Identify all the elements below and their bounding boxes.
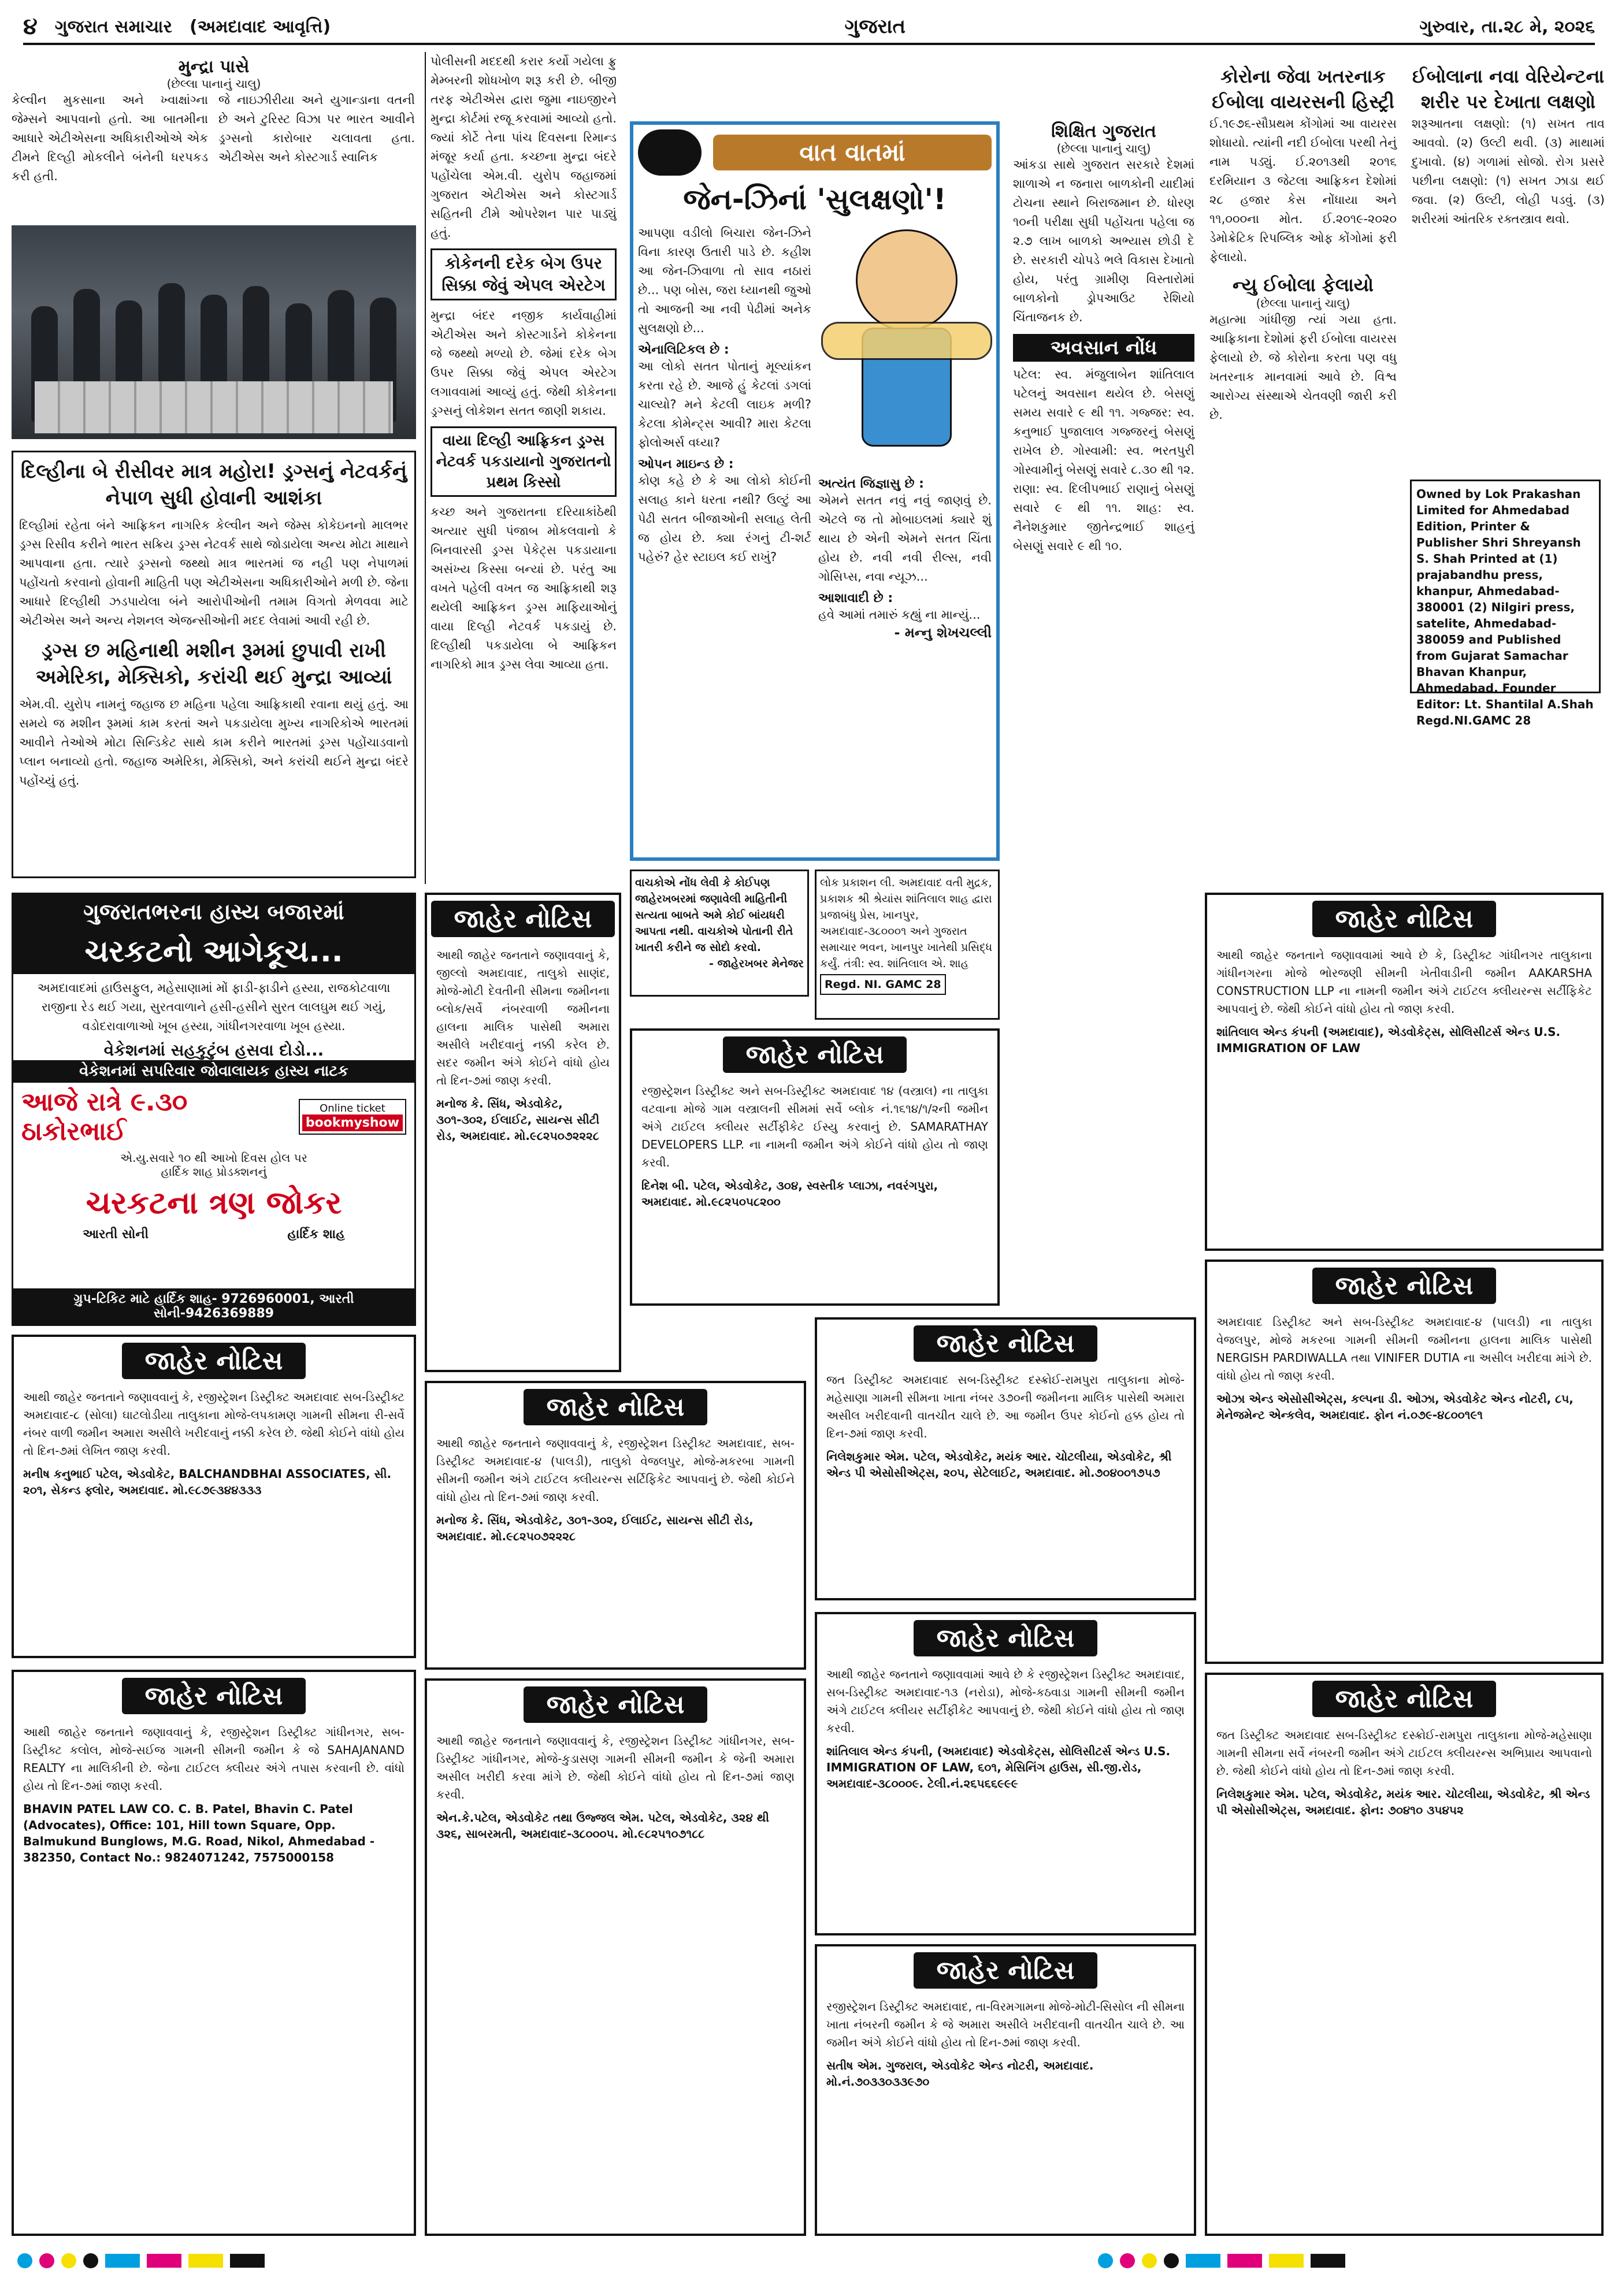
notice-3 <box>425 1381 806 1670</box>
notice-10 <box>815 1944 1196 2236</box>
vaat-q1-head: એનાલિટિકલ છે : <box>638 343 729 357</box>
notice-8-body: આથી જાહેર જનતાને જણાવવામાં આવે છે કે, ડિસ્ટ્રીક્ટ ગાંધીનગર તાલુકાના ગાંધીનગરના મોજે ભોરજણી સીમની ખેતીવાડીની જમીન AAKARSHA CONSTRUCTION LLP ના નામની જમીન અંગે ટાઈટલ ક્લીયરન્સ સર્ટીફિકેટ આપવાનું છે. જેથી કોઈને વાંધો હોય તો જાણ કરવી. <box>1216 948 1592 1016</box>
mundra-col2: જે નાઇઝીરીયા અને યુગાન્ડાના વતની છે અને ટુરિસ્ટ વિઝા પર ભારત આવીને ડ્રગ્સનો કારોબાર ચલાવતા હતા. એટીએસ અને કોસ્ટગાર્ડ સ્વાનિક <box>218 93 415 164</box>
readers-note-text: વાચકોએ નોંધ લેવી કે કોઈપણ જાહેરખબરમાં જણાવેલી માહિતીની સત્યતા બાબતે અમે કોઈ બાંયધરી આપતા નથી. વાચકોએ પોતાની રીતે ખાતરી કરીને જ સોદો કરવો. <box>635 876 793 954</box>
seized-packets <box>35 381 393 433</box>
notice-4-title: જાહેર નોટિસ <box>524 1686 708 1723</box>
notice-11-body: જત ડિસ્ટ્રીક્ટ અમદાવાદ સબ-ડિસ્ટ્રીક્ટ દસ્ક્રોઈ-રામપુરા તાલુકાના મોજે-મહેસાણા ગામની સીમના સર્વે નંબરની જમીન અંગે ટાઈટલ ક્લીયરન્સ અભિપ્રાય આપવાનો છે. જેથી કોઈને વાંધો હોય તો દિન-૭માં જાણ કરવી. <box>1216 1728 1592 1778</box>
notice-7-body: આથી જાહેર જનતાને જણાવવામાં આવે છે કે રજીસ્ટ્રેશન ડિસ્ટ્રીક્ટ અમદાવાદ, સબ-ડિસ્ટ્રીક્ટ અમદાવાદ-૧૩ (નરોડા), મોજે-કઠવાડા ગામની સીમની જમીન અંગે ટાઈટલ ક્લીયર સર્ટીફીકેટ આપવાનું છે. જેથી કોઈને વાંધો હોય તો જાણ કરવી. <box>826 1667 1185 1735</box>
notice-11 <box>1205 1673 1604 2236</box>
ebola-spread-sub: (છેલ્લા પાનાનું ચાલુ) <box>1256 296 1350 310</box>
shikshit-story <box>1008 121 1199 953</box>
imprint-text: લોક પ્રકાશન લી. અમદાવાદ વતી મુદ્રક, પ્રકાશક શ્રી શ્રેયાંસ શાંતિલાલ શાહ દ્વારા પ્રજાબંધુ પ્રેસ, ખાનપુર, અમદાવાદ-૩૮૦૦૦૧ અને ગુજરાત સમાચાર ભવન, ખાનપુર ખાતેથી પ્રસિદ્ધ કર્યું. તંત્રી: સ્વ. શાંતિલાલ એ. શાહ <box>820 876 993 970</box>
notice-1-title: જાહેર નોટિસ <box>431 901 615 937</box>
magenta-bar <box>1227 2254 1262 2268</box>
shikshit-body: આંકડા સાથે ગુજરાત સરકારે દેશમાં શાળાએ ન જનારા બાળકોની યાદીમાં ટોચના સ્થાને બિરાજમાન છે. ધોરણ ૧૦ની પરીક્ષા સુધી પહોંચતા પહેલા જ ૨.૭ લાખ બાળકો અભ્યાસ છોડી દે છે. સરકારી ચોપડે ભલે વિકાસ દેખાતો હોય, પરંતુ ગ્રામીણ વિસ્તારોમાં બાળકોનો ડ્રોપઆઉટ રેશિયો ચિંતાજનક છે. <box>1013 158 1194 324</box>
notice-0-body: આથી જાહેર જનતાને જણાવવાનું કે, રજીસ્ટ્રેશન ડિસ્ટ્રીક્ટ અમદાવાદ સબ-ડિસ્ટ્રીક્ટ અમદાવાદ-૮ (સોલા) ઘાટલોડીયા તાલુકાના મોજે-લપકામણ ગામની સીમના રી-સર્વે નંબર વાળી જમીન અમારા અસીલે ખરીદવાનું નક્કી કરેલ છે. જેથી કોઈને વાંધો હોય તો દિન-૭માં લેખિત જાણ કરવી. <box>23 1390 404 1458</box>
notice-8-sign: શાંતિલાલ એન્ડ કંપની (અમદાવાદ), એડવોકેટ્સ, સોલિસીટર્સ એન્ડ U.S. IMMIGRATION OF LAW <box>1216 1025 1561 1055</box>
yellow-bar <box>1269 2254 1304 2268</box>
ebola-history-headline: કોરોના જેવા ખતરનાક ઈબોલા વાયરસની હિસ્ટ્રી <box>1212 65 1394 113</box>
magenta-dot <box>1120 2253 1135 2268</box>
notice-11-sign: નિલેશકુમાર એમ. પટેલ, એડવોકેટ, મયંક આર. ચોટલીયા, એડવોકેટ, શ્રી એન્ડ પી એસોસીએટ્સ, અમદાવાદ. ફોન: ૭૦૪૧૦ ૩૫૪૫૨ <box>1216 1787 1590 1817</box>
notice-1-body: આથી જાહેર જનતાને જણાવવાનું કે, જીલ્લો અમદાવાદ, તાલુકો સાણંદ, મોજે-મોટી દેવતીની સીમના જમીનના બ્લોક/સર્વે નંબરવાળી જમીનના હાલના માલિક પાસેથી અમારા અસીલે ખરીદવાનું નક્કી કરેલ છે. સદર જમીન અંગે કોઈને વાંધો હોય તો દિન-૭માં જાણ કરવી. <box>436 948 610 1087</box>
vaat-author: - મન્નુ શેખચલ્લી <box>894 625 992 641</box>
registration-marks-right <box>1098 2253 1345 2268</box>
black-bar <box>230 2254 265 2268</box>
ebola-spread-body: મહાત્મા ગાંધીજી ત્યાં ગયા હતા. આફ્રિકાના દેશોમાં ફરી ઈબોલા વાયરસ ફેલાયો છે. જે કોરોના કરતા પણ વધુ ખતરનાક માનવામાં આવે છે. વિશ્વ આરોગ્ય સંસ્થાએ ચેતવણી જારી કરી છે. <box>1209 313 1397 422</box>
notice-9-sign: ઓઝા એન્ડ એસોસીએટ્સ, કલ્પના ડી. ઓઝા, એડવોકેટ એન્ડ નોટરી, ૮૫, મેનેજમેન્ટ એન્કલેવ, અમદાવાદ. ફોન નં.૦૭૯-૪૮૦૦૧૯૧ <box>1216 1392 1574 1422</box>
ebola-history <box>1205 64 1401 699</box>
section-name: ગુજરાત <box>844 15 906 38</box>
notice-3-sign: મનોજ કે. સિંધ, એડવોકેટ, ૩૦૧-૩૦૨, ઈલાઈટ, સાયન્સ સીટી રોડ, અમદાવાદ. મો.૯૮૨૫૦૭૨૨૨૮ <box>436 1513 754 1543</box>
registration-marks-left <box>17 2253 265 2268</box>
ad-headline-top: ગુજરાતભરના હાસ્ય બજારમાં <box>13 894 414 930</box>
ad-show-time: આજે રાત્રે ૯.૩૦ ઠાકોરભાઈ <box>21 1087 188 1146</box>
delhi-drugs-box <box>12 451 416 878</box>
yellow-bar <box>188 2254 223 2268</box>
notice-6 <box>815 1317 1196 1600</box>
notice-6-body: જત ડિસ્ટ્રીક્ટ અમદાવાદ સબ-ડિસ્ટ્રીક્ટ દસ્ક્રોઈ-રામપુરા તાલુકાના મોજે-મહેસાણા ગામની સીમના ખાતા નંબર ૩૭૦ની જમીનના માલિક પાસેથી અમારા અસીલ ખરીદવાની વાતચીત ચાલે છે. આ જમીન ઉપર કોઈનો હક્ક હોય તો દિન-૭માં જાણ કરવી. <box>826 1373 1185 1440</box>
ad-footer: ગ્રુપ-ટિકિટ માટે હાર્દિક શાહ- 9726960001, આરતી સોની-9426369889 <box>13 1288 414 1324</box>
masthead <box>23 10 1595 45</box>
vaat-q2: કોણ કહે છે કે આ લોકો કોઈની સલાહ કાને ધરતા નથી? ઉલ્ટું આ પેઢી સતત બીજાઓની સલાહ લેતી જ હોય છે. ક્યા રંગનું ટી-શર્ટ પહેરું? હેર સ્ટાઇલ કઈ રાખું? <box>638 474 811 564</box>
notice-5 <box>630 1028 1000 1306</box>
notice-2 <box>12 1670 416 2236</box>
cyan-bar <box>1186 2254 1220 2268</box>
notice-1-sign: મનોજ કે. સિંધ, એડવોકેટ, ૩૦૧-૩૦૨, ઈલાઈટ, સાયન્સ સીટી રોડ, અમદાવાદ. મો.૯૮૨૫૦૭૨૨૨૮ <box>436 1097 600 1143</box>
shikshit-sub: (છેલ્લા પાનાનું ચાલુ) <box>1056 142 1151 155</box>
middle-column <box>425 52 621 884</box>
notice-3-title: જાહેર નોટિસ <box>524 1389 708 1425</box>
vaat-q2-head: ઓપન માઇન્ડ છે : <box>638 457 734 471</box>
middle-body: પોલીસની મદદથી કરાર કર્યો ગયેલા ફ્રુ મેમ્બરની શોધખોળ શરૂ કરી છે. બીજી તરફ એટીએસ દ્વારા જુમા નાઇજીરને મુન્દ્રા કોર્ટમાં રજૂ કરવામાં આવ્યો હતો. જ્યાં કોર્ટે તેના પાંચ દિવસના રિમાન્ડ મંજૂર કર્યા હતા. કચ્છના મુન્દ્રા બંદરે પહોંચેલા એમ.વી. યુરોપ જહાજમાં ગુજરાત એટીએસ અને કોસ્ટગાર્ડ સહિતની ટીમે ઓપરેશન પાર પાડ્યું હતું. <box>431 54 617 240</box>
cyan-bar <box>105 2254 140 2268</box>
notice-0-sign: મનીષ કનુભાઈ પટેલ, એડવોકેટ, BALCHANDBHAI ASSOCIATES, સી. ૨૦૧, સેકન્ડ ફ્લોર, અમદાવાદ. મો.૯૮૭૯૩૪૪૩૩૩ <box>23 1467 392 1497</box>
notice-7 <box>815 1612 1196 1935</box>
vaat-title: જેન-ઝિનાં 'સુલક્ષણો'! <box>683 183 947 216</box>
notice-4-body: આથી જાહેર જનતાને જણાવવાનું કે, રજીસ્ટ્રેશન ડિસ્ટ્રીક્ટ ગાંધીનગર, સબ-ડિસ્ટ્રીક્ટ ગાંધીનગર, મોજે-કુડાસણ ગામની સીમની જમીન કે જેની અમારા અસીલ ખરીદી કરવા માંગે છે. જેથી કોઈને વાંધો હોય તો દિન-૭માં જાણ કરવી. <box>436 1734 795 1801</box>
notice-9-body: અમદાવાદ ડિસ્ટ્રીક્ટ અને સબ-ડિસ્ટ્રીક્ટ અમદાવાદ-૪ (પાલડી) ના તાલુકા વેજલપુર, મોજે મકરબા ગામની સીમની જમીનના હાલના માલિક પાસેથી NERGISH PARDIWALLA તથા VINIFER DUTIA ના અસીલ ખરીદવા માંગે છે. વાંધો હોય તો જાણ કરવી. <box>1216 1315 1592 1383</box>
ebola-spread-headline: ન્યુ ઈબોલા ફેલાયો <box>1232 274 1374 296</box>
notice-7-title: જાહેર નોટિસ <box>914 1620 1098 1656</box>
notice-10-title: જાહેર નોટિસ <box>914 1952 1098 1989</box>
issue-date: ગુરુવાર, તા.૨૮ મે, ૨૦૨૬ <box>1419 16 1595 37</box>
notice-4-sign: એન.કે.પટેલ, એડવોકેટ તથા ઉજ્જલ એમ. પટેલ, એડવોકેટ, ૩૨૪ થી ૩૨૬, સાબરમતી, અમદાવાદ-૩૮૦૦૦૫. મો.૯૮૨૫૧૦૭૧૮૮ <box>436 1811 769 1841</box>
speech-bubble-icon <box>638 129 702 176</box>
imprint <box>815 870 1000 1020</box>
notice-1 <box>425 893 621 1372</box>
mundra-story <box>12 52 416 884</box>
notice-3-body: આથી જાહેર જનતાને જણાવવાનું કે, રજીસ્ટ્રેશન ડિસ્ટ્રીક્ટ અમદાવાદ, સબ-ડિસ્ટ્રીક્ટ અમદાવાદ-૪ (પાલડી), તાલુકો વેજલપુર, મોજે-મકરબા ગામની સીમની જમીન અંગે ટાઈટલ ક્લીયરન્સ સર્ટિફિકેટ આપવાનું છે. જેથી કોઈને વાંધો હોય તો દિન-૭માં જાણ કરવી. <box>436 1436 795 1504</box>
mundra-sub: (છેલ્લા પાનાનું ચાલુ) <box>166 77 261 91</box>
delhi-headline: દિલ્હીના બે રીસીવર માત્ર મહોરા! ડ્રગ્સનું નેટવર્કનું નેપાળ સુધી હોવાની આશંકા <box>20 460 407 510</box>
drugs-body: એમ.વી. યુરોપ નામનું જહાજ છ મહિના પહેલા આફ્રિકાથી રવાના થયું હતું. આ સમયે જ મશીન રૂમમાં કામ કરતાં અને પકડાયેલા મુખ્ય નાગરિકોએ ભારતમાં આવીને તેઓએ મોટા સિન્ડિકેટ સાથે કામ કરીને ભારતમાં ડ્રગ્સ પહોંચાડવાનો પ્લાન બનાવ્યો હતો. જહાજ અમેરિકા, મેક્સિકો, અને કરાંચી થઈને મુન્દ્રા બંદરે પહોંચ્યું હતું. <box>19 697 409 787</box>
notice-6-sign: નિલેશકુમાર એમ. પટેલ, એડવોકેટ, મયંક આર. ચોટલીયા, એડવોકેટ, શ્રી એન્ડ પી એસોસીએટ્સ, ૨૦૫, સેટેલાઈટ, અમદાવાદ. મો.૭૦૪૦૦૧૭૫૭ <box>826 1450 1172 1480</box>
notice-9-title: જાહેર નોટિસ <box>1312 1268 1497 1304</box>
cocaine-body: મુન્દ્રા બંદર નજીક કાર્યવાહીમાં એટીએસ અને કોસ્ટગાર્ડને કોકેનના જે જથ્થો મળ્યો છે. જેમાં દરેક બેગ ઉપર સિક્કા જેવું એપલ એરટેગ લગાવવામાં આવ્યું હતું. જેથી કોકેનના ડ્રગ્સનું લોકેશન સતત જાણી શકાય. <box>431 309 617 418</box>
ad-body: અમદાવાદમાં હાઉસફુલ, મહેસાણામાં મોં ફાડી-ફાડીને હસ્યા, રાજકોટવાળા રાજીના રેડ થઈ ગયા, સુરતવાળાને હસી-હસીને સુરત લાલઘુમ થઈ ગયું, વડોદરાવાળાઓ ખૂબ હસ્યા, ગાંધીનગરવાળા ખૂબ હસ્યા. <box>37 981 391 1033</box>
ad-tagline2: વેકેશનમાં સપરિવાર જોવાલાયક હાસ્ય નાટક <box>13 1060 414 1083</box>
edition: (અમદાવાદ આવૃત્તિ) <box>189 16 331 37</box>
yellow-dot <box>1142 2253 1157 2268</box>
avsan-headline: અવસાન નોંધ <box>1013 334 1194 362</box>
ad-director: હાર્દિક શાહ <box>287 1227 345 1242</box>
ad-presenter: હાર્દિક શાહ પ્રોડક્શનનું <box>161 1165 267 1179</box>
notice-5-body: રજીસ્ટ્રેશન ડિસ્ટ્રીક્ટ અને સબ-ડિસ્ટ્રીક્ટ અમદાવાદ ૧૪ (વસ્ત્રાલ) ના તાલુકા વટવાના મોજે ગામ વસ્ત્રાલની સીમમાં સર્વે બ્લોક નં.૧૬૧૪/૧/૨ની જમીન અંગે ટાઈટલ ક્લીયર સર્ટીફીકેટ ઈસ્યુ કરવાનું છે. SAMARATHAY DEVELOPERS LLP. ના નામની જમીન અંગે કોઈને વાંધો હોય તો જાણ કરવી. <box>641 1084 988 1169</box>
notice-8 <box>1205 893 1604 1251</box>
notice-4 <box>425 1678 806 2236</box>
vaat-q3: એમને સતત નવું નવું જાણવું છે. એટલે જ તો મોબાઇલમાં ક્યારે શું થાય છે એની એમને સતત ચિંતા હોય છે. નવી નવી રીલ્સ, નવી ગોસિપ્સ, નવા ન્યૂઝ... <box>818 493 992 584</box>
vaat-q1: આ લોકો સતત પોતાનું મૂલ્યાંકન કરતા રહે છે. આજે હું કેટલાં ડગલાં ચાલ્યો? મને કેટલી લાઇક મળી? કેટલા કોમેન્ટ્સ આવી? મારા કેટલા ફોલોઅર્સ વધ્યા? <box>638 359 811 449</box>
mundra-col1: કેલ્વીન મુકસાના અને ખ્વાક્ષાંગ્ના જેમ્સને આપવાનો હતો. આ બાતમીના આધારે એટીએસના અધિકારીઓએ એક ટીમને દિલ્હી મોકલીને બંનેની ધરપકડ કરી હતી. <box>12 93 208 183</box>
vaat-q3-head: અત્યંત જિજ્ઞાસુ છે : <box>818 477 924 491</box>
ad-writer: આરતી સોની <box>83 1227 149 1242</box>
magenta-bar <box>147 2254 181 2268</box>
cartoon-illustration <box>821 224 989 472</box>
notice-7-sign: શાંતિલાલ એન્ડ કંપની, (અમદાવાદ) એડવોકેટ્સ, સોલિસીટર્સ એન્ડ U.S. IMMIGRATION OF LAW, ૬૦૧, મેસિનિંગ હાઉસ, સી.જી.રોડ, અમદાવાદ-૩૮૦૦૦૯. ટેલી.નં.૨૬૫૬૬૯૯૯ <box>826 1744 1171 1790</box>
mundra-headline: મુન્દ્રા પાસે <box>178 57 250 77</box>
notice-9 <box>1205 1260 1604 1664</box>
notice-10-sign: સતીષ એમ. ગુજરાલ, એડવોકેટ એન્ડ નોટરી, અમદાવાદ. મો.નં.૭૦૩૩૦૩૩૯૭૦ <box>826 2059 1094 2089</box>
readers-note <box>630 870 809 997</box>
ad-ac: એ.યુ.સવારે ૧૦ થી આખો દિવસ હોલ પર <box>120 1151 308 1165</box>
notice-0-title: જાહેર નોટિસ <box>122 1343 306 1379</box>
notice-8-title: જાહેર નોટિસ <box>1312 901 1497 937</box>
vaat-header: વાત વાતમાં <box>713 135 992 170</box>
bookmyshow-logo: bookmyshow <box>302 1114 403 1131</box>
ad-online-ticket: Online ticket <box>320 1102 385 1114</box>
notice-2-title: જાહેર નોટિસ <box>122 1678 306 1714</box>
shikshit-headline: શિક્ષિત ગુજરાત <box>1051 121 1156 142</box>
owned-by-box: Owned by Lok Prakashan Limited for Ahmedabad Edition, Printer & Publisher Shri Shreyansh S. Shah Printed at (1) prajabandhu press, khanpur, Ahmedabad-380001 (2) Nilgiri press, satelite, Ahmedabad- 380059 and Published from Gujarat Samachar Bhavan Khanpur, Ahmedabad. Founder Editor: Lt. Shantilal A.Shah Regd.NI.GAMC 28 <box>1410 480 1601 693</box>
black-bar <box>1311 2254 1345 2268</box>
page-number: ૪ <box>23 13 38 40</box>
notice-2-sign: BHAVIN PATEL LAW CO. C. B. Patel, Bhavin C. Patel (Advocates), Office: 101, Hill town Square, Opp. Balmukund Bunglows, M.G. Road, Nikol, Ahmedabad - 382350, Contact No.: 9824071242, 7575000158 <box>23 1802 375 1864</box>
notice-5-sign: દિનેશ બી. પટેલ, એડવોકેટ, ૩૦૪, સ્વસ્તીક પ્લાઝા, નવરંગપુરા, અમદાવાદ. મો.૯૮૨૫૦૫૮૨૦૦ <box>641 1179 938 1209</box>
paper-name: ગુજરાત સમાચાર <box>54 16 172 37</box>
masthead-left <box>23 13 331 40</box>
yellow-dot <box>61 2253 76 2268</box>
notice-11-title: જાહેર નોટિસ <box>1312 1681 1497 1717</box>
chakraft-ad <box>12 893 416 1326</box>
readers-note-sign: - જાહેરખબર મેનેજર <box>709 957 804 970</box>
notice-10-body: રજીસ્ટ્રેશન ડિસ્ટ્રીક્ટ અમદાવાદ, તા-વિરમગામના મોજે-મોટી-સિસોલ ની સીમના ખાતા નંબરની જમીન કે જે અમારા અસીલે ખરીદવાની વાતચીત ચાલે છે. આ જમીન અંગે કોઈને વાંધો હોય તો દિન-૭માં જાણ કરવી. <box>826 2000 1185 2049</box>
black-dot <box>83 2253 98 2268</box>
notice-6-title: જાહેર નોટિસ <box>914 1325 1098 1362</box>
imprint-regd: Regd. NI. GAMC 28 <box>820 974 946 995</box>
cocaine-headline: કોકેનની દરેક બેગ ઉપર સિક્કા જેવું એપલ એરટેગ <box>431 248 617 300</box>
vaat-q4-head: આશાવાદી છે : <box>818 591 893 605</box>
ad-play-title: ચરકટના ત્રણ જોકર <box>86 1184 342 1221</box>
magenta-dot <box>39 2253 54 2268</box>
vaat-vaatma <box>630 121 1000 861</box>
ebola-variant-headline: ઈબોલાના નવા વેરિયેન્ટના શરીર પર દેખાતા લક્ષણો <box>1412 65 1605 113</box>
ad-tagline: વેકેશનમાં સહકુટુંબ હસવા દોડો... <box>103 1041 324 1060</box>
avsan-body: પટેલ: સ્વ. મંજુલાબેન શાંતિલાલ પટેલનું અવસાન થયેલ છે. બેસણું સમય સવારે ૯ થી ૧૧. ગજ્જર: સ્વ. કનુભાઈ પુજાલાલ ગજ્જરનું બેસણું રાખેલ છે. ગોસ્વામી: સ્વ. ભરતપુરી ગોસ્વામીનું બેસણું સવારે ૮.૩૦ થી ૧૨. રાણા: સ્વ. દિલીપભાઈ રાણાનું બેસણું સવારે ૯ થી ૧૧. શાહ: સ્વ. નૈનેશકુમાર જીતેન્દ્રભાઈ શાહનું બેસણું સવારે ૯ થી ૧૦. <box>1013 367 1194 553</box>
via-body: કચ્છ અને ગુજરાતના દરિયાકાંઠેથી અત્યાર સુધી પંજાબ મોકલવાનો કે બિનવારસી ડ્રગ્સ પેકેટ્સ પકડાયાના અસંખ્ય કિસ્સા બન્યાં છે. પરંતુ આ વખતે પહેલી વખત જ આફ્રિકાથી શરૂ થયેલી આફ્રિકન ડ્રગ્સ માફિયાઓનું વાયા દિલ્હી નેટવર્ક પકડાયું છે. દિલ્હીથી પકડાયેલા બે આફ્રિકન નાગરિકો માત્ર ડ્રગ્સ લેવા આવ્યા હતા. <box>431 505 617 671</box>
black-dot <box>1164 2253 1179 2268</box>
cyan-dot <box>17 2253 32 2268</box>
notice-2-body: આથી જાહેર જનતાને જણાવવાનું કે, રજીસ્ટ્રેશન ડિસ્ટ્રીક્ટ ગાંધીનગર, સબ-ડિસ્ટ્રીક્ટ કલોલ, મોજે-સઈજ ગામની સીમની જમીન કે જે SAHAJANAND REALTY ના માલિકીની છે. જેના ટાઈટલ ક્લીયર અંગે તપાસ કરવાની છે. વાંધો હોય તો દિન-૭માં જાણ કરવી. <box>23 1725 404 1793</box>
notice-5-title: જાહેર નોટિસ <box>723 1036 907 1073</box>
vaat-q4: હવે આમાં તમારું કહ્યું ના માન્યું... <box>818 608 981 622</box>
vaat-intro: આપણા વડીલો બિચારા જેન-ઝિને વિના કારણ ઉતારી પાડે છે. કહીશ આ જેન-ઝિવાળા તો સાવ નઠારાં છે... પણ બોસ, જરા ધ્યાનથી જુઓ તો આજની આ નવી પેઢીમાં અનેક સુલક્ષણો છે... <box>638 226 811 335</box>
ebola-variant <box>1407 64 1609 468</box>
ad-headline-main: ચરકટનો આગેકૂચ... <box>13 930 414 974</box>
drugs-headline: ડ્રગ્સ છ મહિનાથી મશીન રૂમમાં છુપાવી રાખી અમેરિકા, મેક્સિકો, કરાંચી થઈ મુન્દ્રા આવ્યાં <box>35 639 392 689</box>
notice-0 <box>12 1335 416 1658</box>
delhi-body: દિલ્હીમાં રહેતા બંને આફ્રિકન નાગરિક કેલ્વીન અને જેમ્સ કોકેઇનનો માલભર ડ્રગ્સ રિસીવ કરીને ભારત સક્રિય ડ્રગ્સ નેટવર્ક સાથે જોડાયેલા અન્ય મોટા માથાને આપવાના હતા. ત્યારે ડ્રગ્સનો જથ્થો માત્ર ભારતમાં જ નહી પણ નેપાળમાં પહોંચતો કરવાનો હોવાની માહિતી પણ એટીએસના અધિકારીઓને મળી છે. જેના આધારે દિલ્હીથી ઝડપાયેલા બંને આરોપીઓની તમામ વિગતો મેળવવા માટે એટીએસ અને અન્ય નેશનલ એજન્સીઓની મદદ લેવામાં આવી રહી છે. <box>19 518 409 627</box>
via-headline: વાયા દિલ્હી આફ્રિકન ડ્રગ્સ નેટવર્ક પકડાયાનો ગુજરાતનો પ્રથમ કિસ્સો <box>431 426 617 497</box>
news-photo <box>12 225 416 439</box>
ebola-history-body: ઈ.૧૯૭૬-સૌપ્રથમ કોંગોમાં આ વાયરસ શોધાયો. ત્યાંની નદી ઈબોલા પરથી તેનું નામ પડ્યું. ઈ.૨૦૧૩થી ૨૦૧૬ દરમિયાન ૩ જેટલા આફ્રિકન દેશોમાં ૨૮ હજાર કેસ નોંધાયા અને ૧૧,૦૦૦ના મોત. ઈ.૨૦૧૯-૨૦૨૦ ડેમોક્રેટિક રિપબ્લિક ઓફ કોંગોમાં ફરી ફેલાયો. <box>1209 117 1397 264</box>
ebola-variant-body: શરૂઆતના લક્ષણો: (૧) સખત તાવ આવવો. (૨) ઉલ્ટી થવી. (૩) માથામાં દુખાવો. (૪) ગળામાં સોજો. રોગ પ્રસરે પછીના લક્ષણો: (૧) સખત ઝાડા થઈ જવા. (૨) ઉલ્ટી, લોહી પડવું. (૩) શરીરમાં આંતરિક રક્તસ્ત્રાવ થવો. <box>1412 117 1605 226</box>
cyan-dot <box>1098 2253 1113 2268</box>
